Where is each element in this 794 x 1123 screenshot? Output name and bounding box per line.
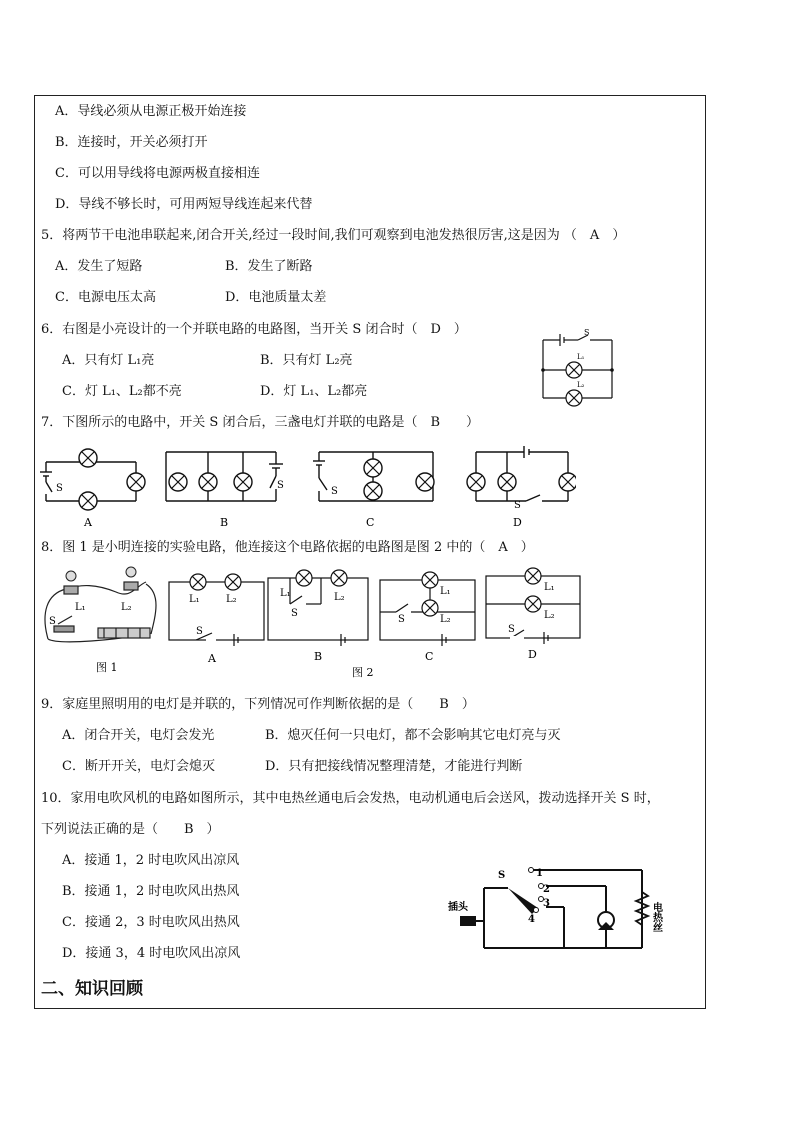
q4-option-d: D．导线不够长时，可用两短导线连起来代替: [55, 197, 313, 212]
q8-d-l2: L₂: [544, 610, 555, 621]
q9-option-a: A．闭合开关，电灯会发光: [62, 728, 215, 743]
q9-stem: 9．家庭里照明用的电灯是并联的，下列情况可作判断依据的是（ B ）: [41, 697, 475, 712]
q7-label-b: B: [220, 516, 229, 529]
q5-option-c: C．电源电压太高: [55, 290, 156, 305]
q6-label-l2: L₂: [577, 381, 585, 389]
q10-label-s: S: [498, 870, 506, 881]
q6-label-s: S: [584, 328, 590, 337]
q5-option-d: D．电池质量太差: [225, 290, 327, 305]
q7-label-c: C: [366, 516, 375, 529]
q6-option-b: B．只有灯 L₂亮: [260, 353, 353, 368]
q6-circuit-diagram: [538, 326, 618, 410]
q6-stem: 6．右图是小亮设计的一个并联电路的电路图，当开关 S 闭合时（ D ）: [41, 322, 467, 337]
q8-b-s: S: [291, 608, 298, 619]
q8-a-s: S: [196, 626, 203, 637]
q4-option-c: C．可以用导线将电源两极直接相连: [55, 166, 260, 181]
q8-d-l1: L₁: [544, 582, 555, 593]
q10-option-c: C．接通 2，3 时电吹风出热风: [62, 915, 240, 930]
q7-c-switch-label: S: [331, 486, 338, 497]
q10-label-2: 2: [543, 884, 550, 895]
q8-figures: [36, 564, 581, 682]
q10-label-3: 3: [543, 898, 550, 909]
q7-stem: 7．下图所示的电路中，开关 S 闭合后，三盏电灯并联的电路是（ B ）: [41, 415, 479, 430]
q8-label-b: B: [314, 650, 323, 663]
q7-label-a: A: [84, 516, 92, 529]
q8-a-l2: L₂: [226, 594, 237, 605]
q8-b-l2: L₂: [334, 592, 345, 603]
q10-stem-line2: 下列说法正确的是（ B ）: [41, 822, 220, 837]
q6-label-l1: L₁: [577, 353, 585, 361]
q7-b-switch-label: S: [277, 480, 284, 491]
q8-d-s: S: [508, 624, 515, 635]
q8-label-a: A: [208, 652, 216, 665]
q10-label-heating-wire: 电热丝: [650, 902, 662, 932]
q10-label-1: 1: [536, 868, 543, 879]
q10-option-a: A．接通 1，2 时电吹风出凉风: [62, 853, 240, 868]
q7-label-d: D: [513, 516, 522, 529]
q10-option-d: D．接通 3，4 时电吹风出凉风: [62, 946, 241, 961]
q8-a-l1: L₁: [189, 594, 200, 605]
q8-fig2-caption: 图 2: [352, 666, 374, 679]
q7-d-switch-label: S: [514, 500, 521, 511]
q8-label-c: C: [425, 650, 434, 663]
q8-label-d: D: [528, 648, 537, 661]
q6-option-d: D．灯 L₁、L₂都亮: [260, 384, 368, 399]
q8-stem: 8．图 1 是小明连接的实验电路，他连接这个电路依据的电路图是图 2 中的（ A ）: [41, 540, 534, 555]
q8-c-l1: L₁: [440, 586, 451, 597]
q8-fig1-sketch: [45, 582, 156, 642]
q9-option-c: C．断开开关，电灯会熄灭: [62, 759, 215, 774]
section-heading: 二、知识回顾: [41, 979, 143, 999]
q8-b-l1: L₁: [280, 588, 291, 599]
q5-option-b: B．发生了断路: [225, 259, 313, 274]
q6-option-c: C．灯 L₁、L₂都不亮: [62, 384, 182, 399]
q9-option-b: B．熄灭任何一只电灯，都不会影响其它电灯亮与灭: [265, 728, 561, 743]
q10-option-b: B．接通 1，2 时电吹风出热风: [62, 884, 240, 899]
q8-fig1-l2: L₂: [121, 602, 132, 613]
q8-c-s: S: [398, 614, 405, 625]
q10-stem-line1: 10．家用电吹风机的电路如图所示，其中电热丝通电后会发热，电动机通电后会送风，拨动选择开关 S 时，: [41, 791, 660, 806]
q10-hairdryer-circuit: [446, 852, 676, 962]
q8-c-l2: L₂: [440, 614, 451, 625]
q4-option-a: A．导线必须从电源正极开始连接: [55, 104, 247, 119]
q7-circuit-figures: [36, 444, 576, 532]
q10-label-plug: 插头: [448, 902, 468, 913]
q5-stem: 5．将两节干电池串联起来,闭合开关,经过一段时间,我们可观察到电池发热很厉害,这是因为 （ A ）: [41, 228, 626, 243]
q10-label-4: 4: [528, 914, 535, 925]
q6-option-a: A．只有灯 L₁亮: [62, 353, 155, 368]
q8-fig1-s: S: [49, 616, 56, 627]
q9-option-d: D．只有把接线情况整理清楚，才能进行判断: [265, 759, 523, 774]
q7-a-switch-label: S: [56, 483, 63, 494]
q5-option-a: A．发生了短路: [55, 259, 143, 274]
q8-fig1-l1: L₁: [75, 602, 86, 613]
q4-option-b: B．连接时，开关必须打开: [55, 135, 208, 150]
q8-fig1-caption: 图 1: [96, 661, 118, 674]
